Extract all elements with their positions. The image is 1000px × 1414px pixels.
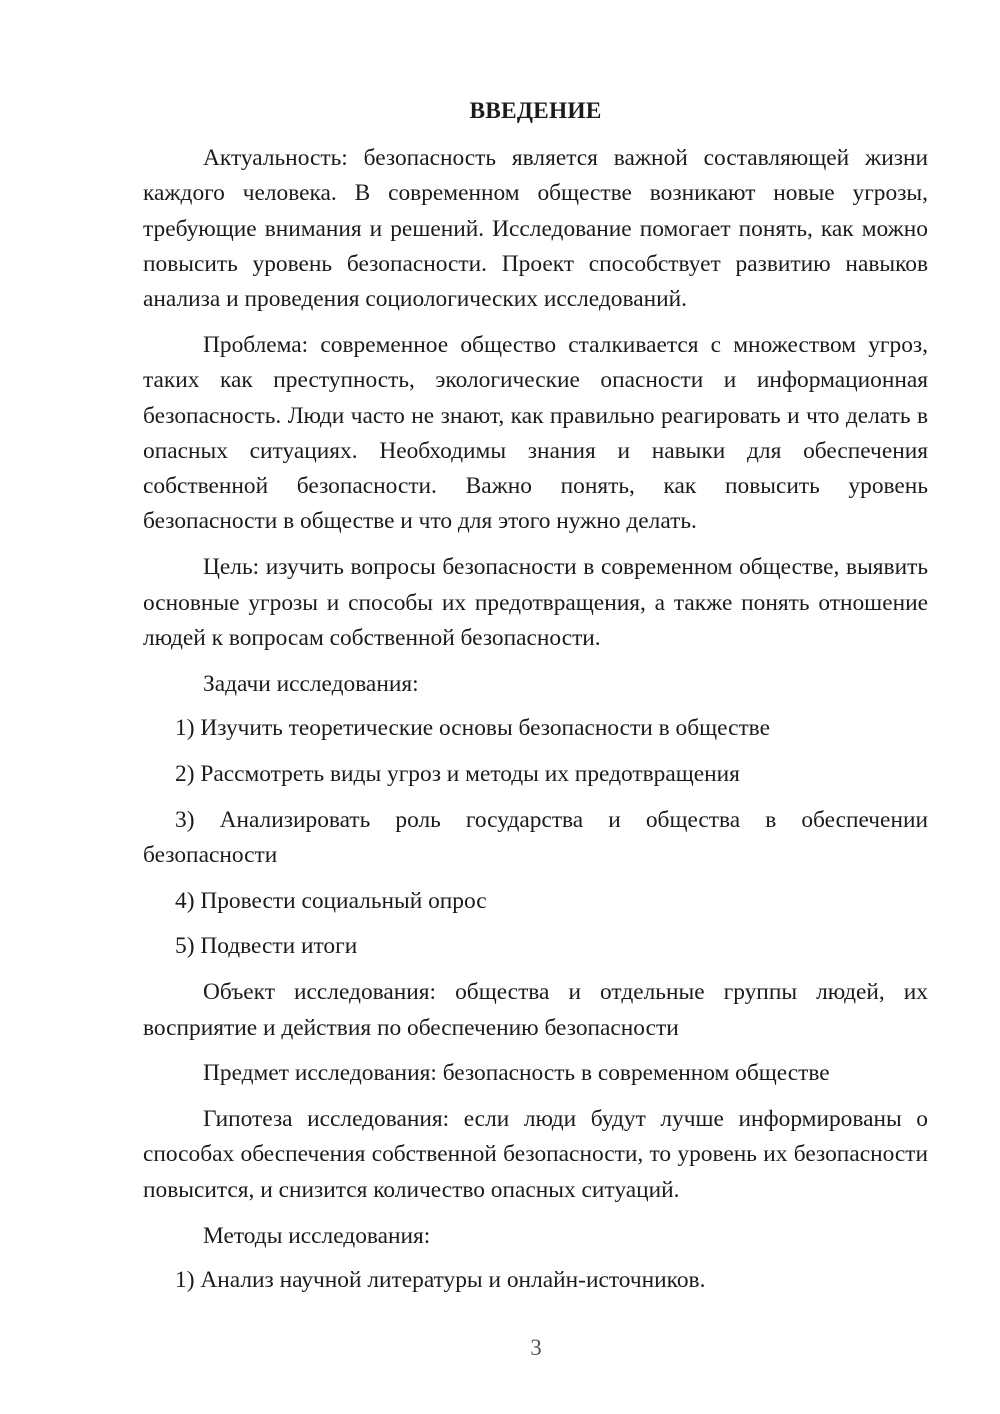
- problem-paragraph: Проблема: современное общество сталкивается с множеством угроз, таких как преступность, экологические опасности и информационная безопасность. Люди часто не знают, как правильно реагировать и что делать в опасных ситуациях. Необходимы знания и навыки для обеспечения собственной безопасности. Важно понять, как повысить уровень безопасности в обществе и что для этого нужно делать.: [143, 331, 928, 535]
- subject-paragraph: Предмет исследования: безопасность в современном обществе: [203, 1060, 830, 1087]
- relevance-paragraph: Актуальность: безопасность является важной составляющей жизни каждого человека. В современном обществе возникают новые угрозы, требующие внимания и решений. Исследование помогает понять, как можно повысить уровень безопасности. Проект способствует развитию навыков анализа и проведения социологических исследований.: [143, 145, 928, 313]
- goal-paragraph: Цель: изучить вопросы безопасности в современном обществе, выявить основные угрозы и способы их предотвращения, а также понять отношение людей к вопросам собственной безопасности.: [143, 554, 928, 651]
- methods-heading: Методы исследования:: [203, 1222, 431, 1249]
- object-paragraph: Объект исследования: общества и отдельные группы людей, их восприятие и действия по обеспечению безопасности: [143, 979, 928, 1041]
- task-item-4: 4) Провести социальный опрос: [175, 887, 487, 914]
- page-number: 3: [530, 1335, 542, 1360]
- task-item-2: 2) Рассмотреть виды угроз и методы их предотвращения: [175, 760, 740, 787]
- method-item-1: 1) Анализ научной литературы и онлайн-источников.: [175, 1266, 706, 1293]
- section-title: ВВЕДЕНИЕ: [469, 98, 602, 124]
- hypothesis-paragraph: Гипотеза исследования: если люди будут лучше информированы о способах обеспечения собственной безопасности, то уровень их безопасности повысится, и снизится количество опасных ситуаций.: [143, 1106, 928, 1203]
- document-body: [143, 94, 928, 1309]
- tasks-heading: Задачи исследования:: [203, 670, 419, 697]
- task-item-3: 3) Анализировать роль государства и общества в обеспечении безопасности: [143, 806, 928, 868]
- task-item-5: 5) Подвести итоги: [175, 933, 358, 960]
- task-item-1: 1) Изучить теоретические основы безопасности в обществе: [175, 714, 770, 741]
